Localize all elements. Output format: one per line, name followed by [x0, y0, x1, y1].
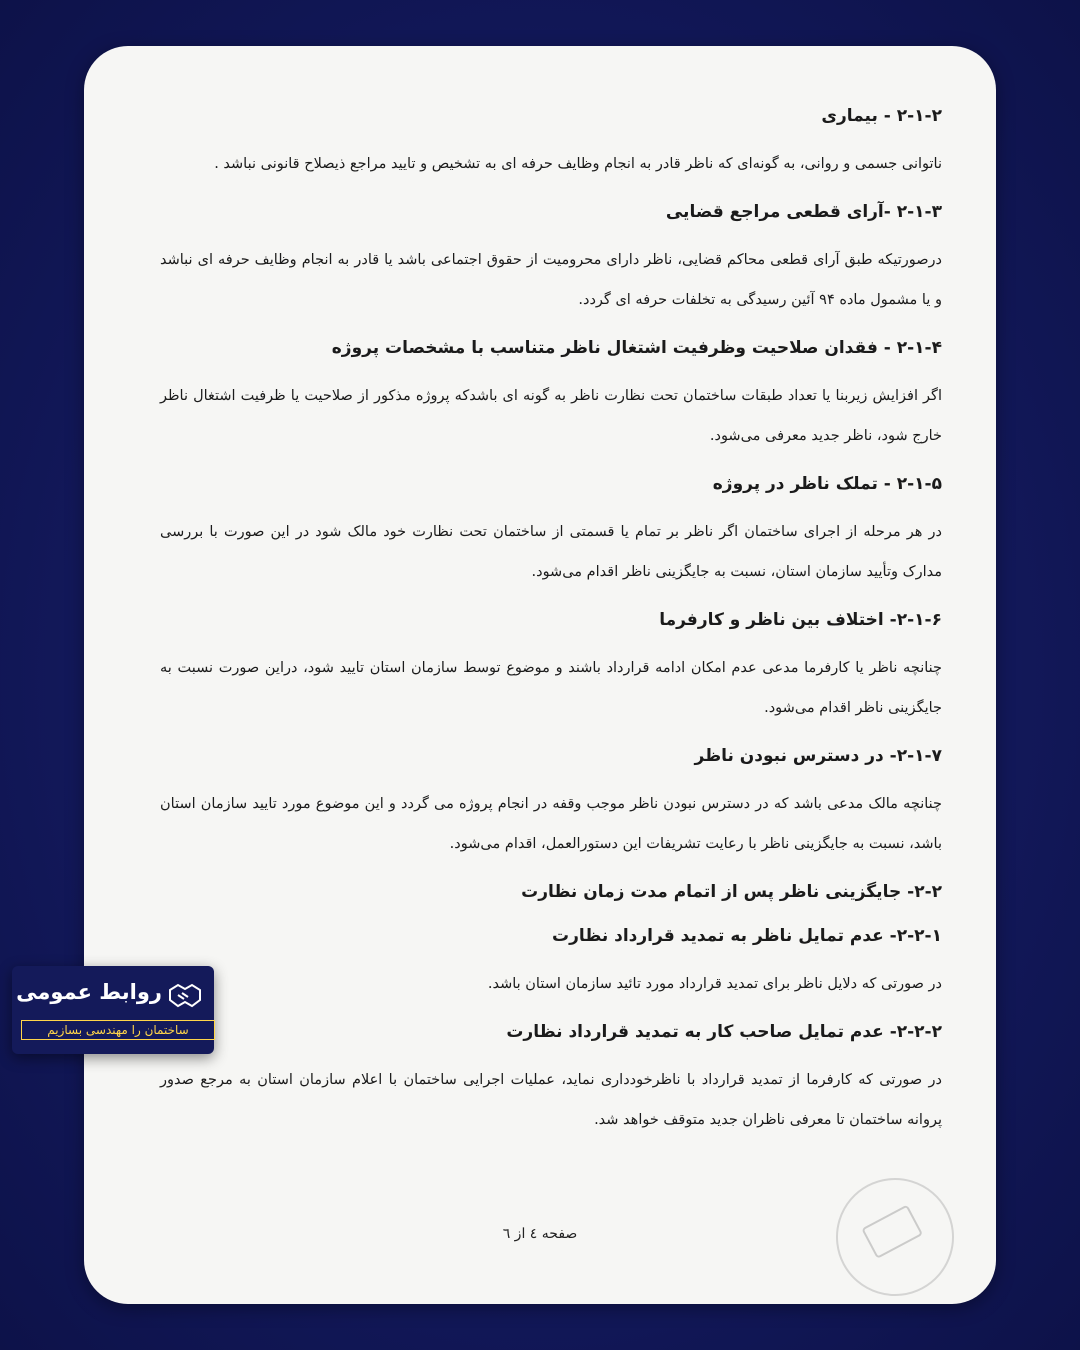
section-text: چنانچه ناظر یا کارفرما مدعی عدم امکان ادامه قرارداد باشند و موضوع توسط سازمان استان تایید شود، دراین صورت نسبت به جایگزینی ناظر اقدام می‌شود. — [160, 660, 942, 716]
section-text: اگر افزایش زیربنا یا تعداد طبقات ساختمان تحت نظارت ناظر به گونه ای باشدکه پروژه مذکور از صلاحیت یا ظرفیت اشتغال ناظر خارج شود، ناظر جدید معرفی می‌شود. — [160, 388, 942, 444]
public-relations-badge — [12, 966, 214, 1054]
section-text: چنانچه مالک مدعی باشد که در دسترس نبودن ناظر موجب وقفه در انجام پروژه می گردد و این موضوع مورد تایید سازمان استان باشد، نسبت به جایگزینی ناظر با رعایت تشریفات این دستورالعمل، اقدام می‌شود. — [160, 796, 942, 852]
section-text: در صورتی که کارفرما از تمدید قرارداد با ناظرخودداری نماید، عملیات اجرایی ساختمان با اعلام سازمان استان به مرجع صدور پروانه ساختمان تا معرفی ناظران جدید متوقف خواهد شد. — [160, 1072, 942, 1128]
section-heading: ۲-۱-۶- اختلاف بین ناظر و کارفرما — [659, 610, 942, 630]
section — [160, 598, 942, 728]
document-page — [84, 46, 996, 1304]
section — [160, 190, 942, 320]
section — [160, 326, 942, 456]
section-heading: ۲-۱-۳ -آرای قطعی مراجع قضایی — [665, 202, 942, 222]
section — [160, 734, 942, 864]
handshake-icon — [168, 982, 202, 1008]
badge-subtitle: ساختمان را مهندسی بسازیم — [21, 1020, 215, 1040]
section-heading: ۲-۲-۲- عدم تمایل صاحب کار به تمدید قرارداد نظارت — [506, 1022, 942, 1042]
section-heading: ۲-۲-۱- عدم تمایل ناظر به تمدید قرارداد نظارت — [552, 926, 942, 946]
section — [160, 914, 942, 1004]
section-text: در هر مرحله از اجرای ساختمان اگر ناظر بر تمام یا قسمتی از ساختمان تحت نظارت خود مالک شود در این صورت با بررسی مدارک وتأیید سازمان استان، نسبت به جایگزینی ناظر اقدام می‌شود. — [160, 524, 942, 580]
section-heading: ۲-۱-۵ - تملک ناظر در پروژه — [712, 474, 942, 494]
section-text: درصورتیکه طبق آرای قطعی محاکم قضایی، ناظر دارای محرومیت از حقوق اجتماعی باشد یا قادر به انجام وظایف حرفه ای نباشد و یا مشمول ماده ۹۴ آئین رسیدگی به تخلفات حرفه ای گردد. — [160, 252, 942, 308]
section-heading: ۲-۱-۷- در دسترس نبودن ناظر — [694, 746, 942, 766]
section — [160, 1010, 942, 1140]
section-heading: ۲-۲- جایگزینی ناظر پس از اتمام مدت زمان نظارت — [521, 882, 942, 902]
section — [160, 870, 942, 914]
document-content — [160, 94, 942, 1146]
section-heading: ۲-۱-۴ - فقدان صلاحیت وظرفیت اشتغال ناظر متناسب با مشخصات پروژه — [331, 338, 942, 358]
section — [160, 462, 942, 592]
section-text: ناتوانی جسمی و روانی، به گونه‌ای که ناظر قادر به انجام وظایف حرفه ای به تشخیص و تایید مراجع ذیصلاح قانونی نباشد . — [214, 156, 942, 172]
section — [160, 94, 942, 184]
section-heading: ۲-۱-۲ - بیماری — [821, 106, 942, 126]
section-text: در صورتی که دلایل ناظر برای تمدید قرارداد مورد تائید سازمان استان باشد. — [487, 976, 942, 992]
badge-title: روابط عمومی — [16, 980, 162, 1004]
page-number: صفحه ٤ از ٦ — [502, 1226, 578, 1242]
